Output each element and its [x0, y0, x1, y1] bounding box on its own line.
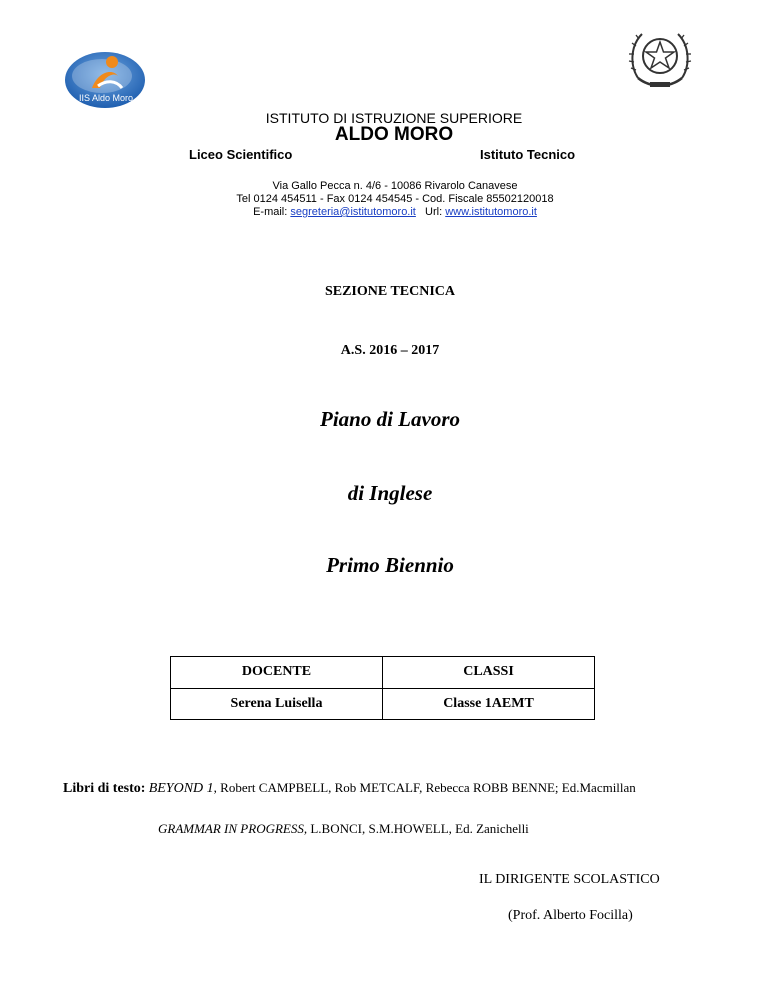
title-biennio: Primo Biennio — [326, 553, 454, 577]
school-name: ALDO MORO — [334, 124, 454, 145]
school-year: A.S. 2016 – 2017 — [340, 343, 440, 358]
url-link[interactable]: www.istitutomoro.it — [445, 206, 537, 218]
table-header-row — [171, 657, 595, 689]
principal-role: IL DIRIGENTE SCOLASTICO — [479, 872, 660, 887]
header-classi: CLASSI — [383, 657, 595, 689]
book2-details: L.BONCI, S.M.HOWELL, Ed. Zanichelli — [307, 821, 529, 836]
email-link[interactable]: segreteria@istitutomoro.it — [290, 206, 416, 218]
address: Via Gallo Pecca n. 4/6 - 10086 Rivarolo Canavese — [272, 180, 518, 192]
logo-text: IIS Aldo Moro — [78, 93, 134, 103]
textbooks-line-1 — [63, 780, 636, 797]
institute-line: ISTITUTO DI ISTRUZIONE SUPERIORE — [265, 110, 523, 126]
email-label: E-mail: — [253, 206, 288, 218]
republic-emblem — [628, 26, 692, 94]
teacher-class-table — [170, 656, 595, 720]
school-logo — [62, 50, 148, 110]
section-title: SEZIONE TECNICA — [324, 284, 456, 299]
emblem-icon — [628, 26, 692, 94]
textbooks-line-2 — [158, 821, 529, 837]
email-url-line — [0, 206, 768, 218]
table-row — [171, 688, 595, 720]
url-label: Url: — [425, 206, 443, 218]
textbooks-label: Libri di testo: — [63, 781, 146, 796]
title-inglese: di Inglese — [347, 481, 433, 505]
cell-class: Classe 1AEMT — [383, 688, 595, 720]
principal-name: (Prof. Alberto Focilla) — [508, 908, 633, 923]
left-branch: Liceo Scientifico — [189, 147, 293, 162]
cell-teacher: Serena Luisella — [171, 688, 383, 720]
right-branch: Istituto Tecnico — [480, 147, 576, 162]
book1-details: , Robert CAMPBELL, Rob METCALF, Rebecca ROBB BENNE; Ed.Macmillan — [213, 780, 636, 795]
contacts: Tel 0124 454511 - Fax 0124 454545 - Cod. Fiscale 85502120018 — [236, 193, 554, 205]
book1-title: BEYOND 1 — [148, 781, 214, 796]
book2-title: GRAMMAR IN PROGRESS, — [158, 821, 308, 836]
header-docente: DOCENTE — [171, 657, 383, 689]
title-piano: Piano di Lavoro — [320, 407, 460, 431]
